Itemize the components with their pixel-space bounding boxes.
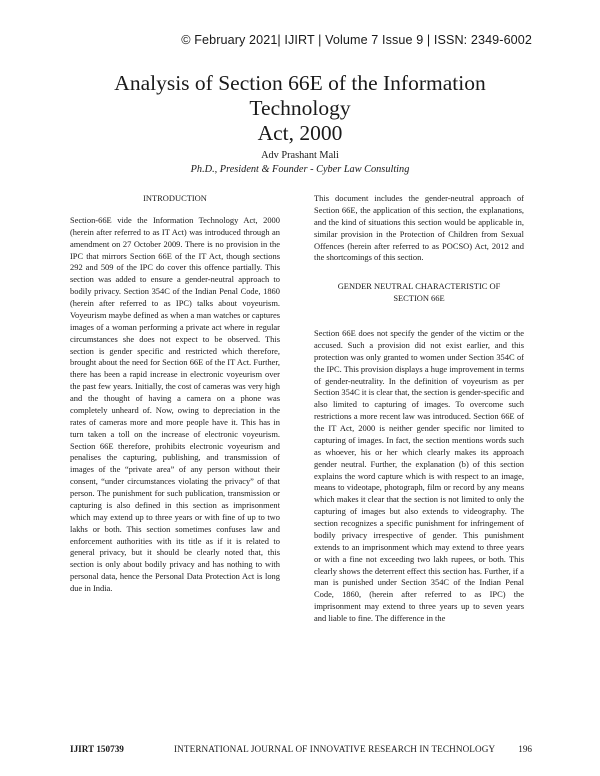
introduction-heading: INTRODUCTION — [143, 193, 207, 203]
author-name: Adv Prashant Mali — [261, 150, 339, 161]
journal-header: © February 2021| IJIRT | Volume 7 Issue 9 | ISSN: 2349-6002 — [181, 33, 532, 47]
right-column — [314, 193, 524, 625]
gender-neutral-heading — [314, 281, 524, 305]
footer-journal-name: INTERNATIONAL JOURNAL OF INNOVATIVE RESEARCH IN TECHNOLOGY — [174, 744, 496, 754]
author-block — [70, 149, 530, 177]
introduction-paragraph: Section-66E vide the Information Technology Act, 2000 (herein after referred to as IT Act) was introduced through an amendment on 27 October 2009. There is no provision in the IPC that mirrors Section 66E of the IT Act, though sections 292 and 509 of the IPC do cover this offence partially. This section was added to ensure a gender-neutral approach to bodily privacy. Section 354C of the Indian Penal Code, 1860 (herein after referred to as IPC) talks about voyeurism. Voyeurism maybe defined as when a man watches or captures images of a woman performing a private act where in regular circumstances she does not expect to be observed. This section is gender specific and restricted which therefore, brought about the need for Section 66E of the IT Act. Further, there has been a rapid increase in electronic voyeurism over the past few years. Initially, the cost of cameras was very high and the thought of having a camera on a phone was completely unheard of. Now, owing to depreciation in the rates of cameras more and more people have it. This has in turn taken a toll on the increase of electronic voyeurism. Section 66E therefore, prohibits electronic voyeurism and penalises the capturing, publishing, and transmission of images of the “private area” of any person without their consent, “under circumstances violating the privacy” of that person. The punishment for such publication, transmission or capturing is also defined in this section as imprisonment which may extend up to three years or with fine of up to two lakhs or both. This section sometimes confuses law and enforcement authorities with its title as if it is related to general privacy, but it should be clearly noted that, this section is only about bodily privacy and has nothing to with personal data, hence the Personal Data Protection Act is long due in India. — [70, 214, 280, 593]
left-column — [70, 193, 280, 595]
title-line-2: Act, 2000 — [257, 121, 343, 145]
footer-paper-id: IJIRT 150739 — [70, 744, 124, 754]
gender-neutral-paragraph: Section 66E does not specify the gender of the victim or the accused. Such a provision did not exist earlier, and this protection was only granted to women under Section 354C of the IPC. This provision displays a huge improvement in terms of gender-neutrality. In the definition of voyeurism as per Section 354C it is clear that, the section is gender-specific and also limited to capturing of images. To overcome such restrictions a more recent law was introduced. Section 66E of the IT Act, 2000 is neither gender specific nor limited to capturing of images. In fact, the section mentions words such as whoever, his or her which clearly makes its approach gender neutral. Further, the explanation (b) of this section explains the word capture which is with respect to an image, means to videotape, photograph, film or record by any means which makes it clear that the section is not limited to only the capturing of images but also extends to videography. The section recognizes a specific punishment for infringement of bodily privacy irrespective of gender. This punishment extends to an imprisonment which may extend to three years or with a fine not exceeding two lakh rupees, or both. This clearly shows the deterrent effect this section has. Further, if a man is punished under Section 354C of the Indian Penal Code, 1860, (herein after referred to as IPC) the imprisonment may extend to three years up to seven years and liable to fine. The difference in the — [314, 328, 525, 623]
author-affiliation: Ph.D., President & Founder - Cyber Law Consulting — [190, 164, 410, 175]
gender-neutral-heading-line-1: GENDER NEUTRAL CHARACTERISTIC OF — [337, 281, 501, 292]
intro-continued-paragraph: This document includes the gender-neutral approach of Section 66E, the application of this section, the explanations, and the kind of situations this section would be applicable in, similar provision in the Protection of Children from Sexual Offences (herein after referred to as POCSO) Act, 2012 and the shortcomings of this section. — [314, 193, 524, 263]
gender-neutral-heading-line-2: SECTION 66E — [393, 293, 445, 304]
title-line-1: Analysis of Section 66E of the Information Technology — [114, 71, 486, 120]
footer-page-number: 196 — [518, 744, 532, 754]
paper-title — [70, 71, 530, 146]
